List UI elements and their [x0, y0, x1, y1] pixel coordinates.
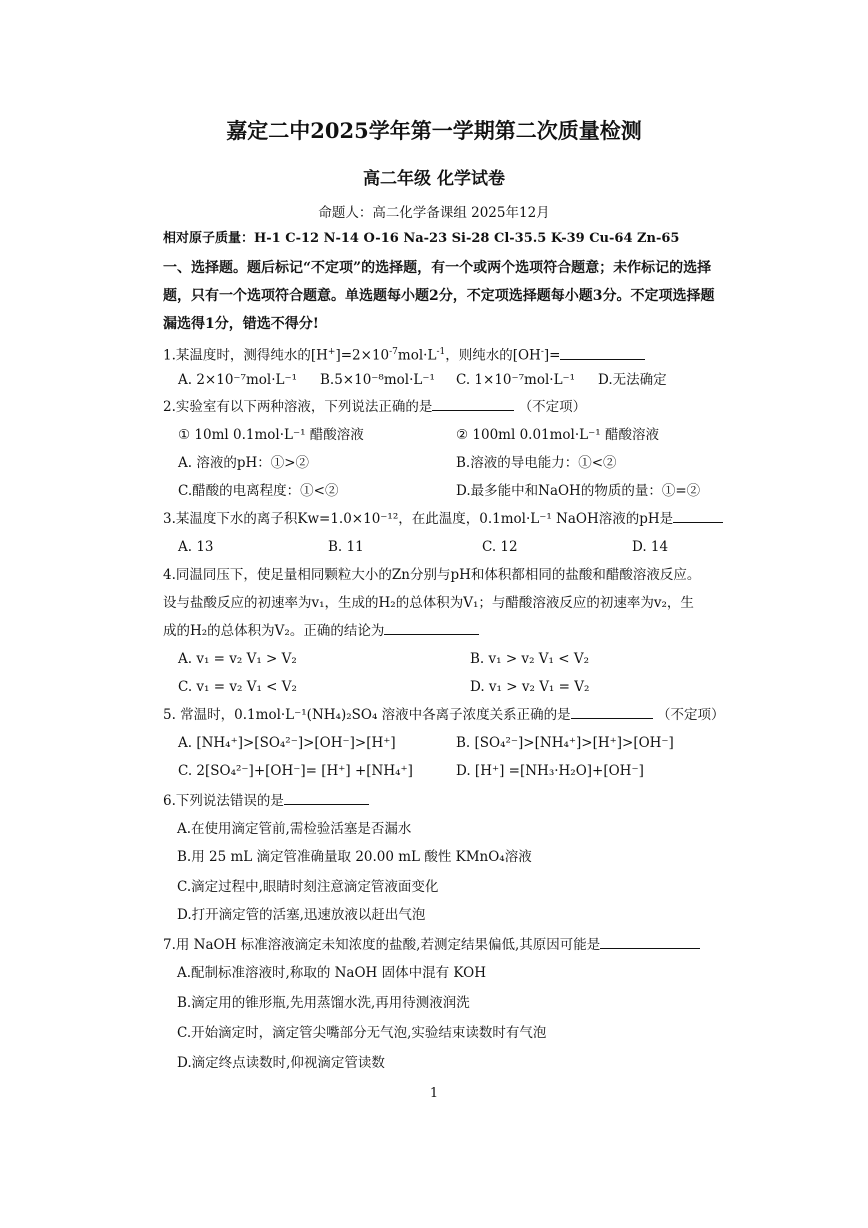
q5-option-d[interactable]: D. [H⁺] =[NH₃·H₂O]+[OH⁻]: [456, 763, 644, 779]
q1-option-c[interactable]: C. 1×10⁻⁷mol·L⁻¹: [456, 372, 576, 388]
author-line: 命题人：高二化学备课组 2025年12月: [318, 205, 550, 221]
q5-answer-blank[interactable]: [571, 706, 653, 719]
q4-option-c[interactable]: C. v₁ = v₂ V₁ < V₂: [178, 679, 297, 695]
q2-option-a[interactable]: A. 溶液的pH：①>②: [178, 455, 310, 471]
q4-answer-blank[interactable]: [384, 622, 479, 635]
q3-option-a[interactable]: A. 13: [178, 539, 214, 555]
page-number: 1: [429, 1086, 439, 1101]
q6-stem: 6.下列说法错误的是: [163, 792, 369, 810]
exam-title: 嘉定二中2025学年第一学期第二次质量检测: [226, 118, 642, 143]
q5-option-a[interactable]: A. [NH₄⁺]>[SO₄²⁻]>[OH⁻]>[H⁺]: [178, 735, 396, 751]
q4-stem-line-3: 成的H₂的总体积为V₂。正确的结论为: [163, 622, 479, 640]
q7-option-b[interactable]: B.滴定用的锥形瓶,先用蒸馏水洗,再用待测液润洗: [177, 995, 470, 1011]
q2-option-b[interactable]: B.溶液的导电能力：①<②: [456, 455, 617, 471]
q2-option-d[interactable]: D.最多能中和NaOH的物质的量：①=②: [456, 483, 701, 499]
q4-stem-line-2: 设与盐酸反应的初速率为v₁，生成的H₂的总体积为V₁；与醋酸溶液反应的初速率为v₂，生: [163, 595, 694, 611]
q7-stem: 7.用 NaOH 标准溶液滴定未知浓度的盐酸,若测定结果偏低,其原因可能是: [163, 936, 700, 954]
q1-option-d[interactable]: D.无法确定: [598, 372, 667, 388]
q2-answer-blank[interactable]: [432, 398, 514, 411]
q1-option-a[interactable]: A. 2×10⁻⁷mol·L⁻¹: [178, 372, 297, 388]
q3-option-c[interactable]: C. 12: [482, 539, 518, 555]
q4-stem-line-1: 4.同温同压下，使足量相同颗粒大小的Zn分别与pH和体积都相同的盐酸和醋酸溶液反应。: [163, 567, 701, 583]
q5-option-b[interactable]: B. [SO₄²⁻]>[NH₄⁺]>[H⁺]>[OH⁻]: [456, 735, 674, 751]
q4-option-d[interactable]: D. v₁ > v₂ V₁ = V₂: [470, 679, 590, 695]
q7-option-a[interactable]: A.配制标准溶液时,称取的 NaOH 固体中混有 KOH: [177, 965, 486, 981]
q1-stem: 1.某温度时，测得纯水的$[H^+]=2\times 10^{-7}mol\cdot L^{-1}$，则纯水的[OH-]=: [163, 343, 645, 365]
q3-answer-blank[interactable]: [673, 510, 723, 523]
q3-option-b[interactable]: B. 11: [328, 539, 364, 555]
atomic-masses: 相对原子质量：H-1 C-12 N-14 O-16 Na-23 Si-28 Cl-35.5 K-39 Cu-64 Zn-65: [163, 231, 680, 246]
q7-option-d[interactable]: D.滴定终点读数时,仰视滴定管读数: [177, 1055, 385, 1071]
q3-option-d[interactable]: D. 14: [632, 539, 669, 555]
q6-answer-blank[interactable]: [284, 792, 369, 805]
q6-option-b[interactable]: B.用 25 mL 滴定管准确量取 20.00 mL 酸性 KMnO₄溶液: [177, 849, 532, 865]
q4-option-b[interactable]: B. v₁ > v₂ V₁ < V₂: [470, 651, 589, 667]
q5-stem: 5. 常温时，0.1mol·L⁻¹(NH₄)₂SO₄ 溶液中各离子浓度关系正确的是 （不定项）: [163, 707, 725, 723]
q7-option-c[interactable]: C.开始滴定时，滴定管尖嘴部分无气泡,实验结束读数时有气泡: [177, 1025, 547, 1041]
exam-subtitle: 高二年级 化学试卷: [363, 169, 505, 189]
q1-option-b[interactable]: B.5×10⁻⁸mol·L⁻¹: [320, 372, 435, 388]
q2-solution-1: ① 10ml 0.1mol·L⁻¹ 醋酸溶液: [178, 427, 364, 443]
section-instruction-line-1: 一、选择题。题后标记“不定项”的选择题，有一个或两个选项符合题意；未作标记的选择: [163, 260, 712, 276]
q6-option-c[interactable]: C.滴定过程中,眼睛时刻注意滴定管液面变化: [177, 879, 439, 895]
q6-option-d[interactable]: D.打开滴定管的活塞,迅速放液以赶出气泡: [177, 907, 426, 923]
section-instruction-line-3: 漏选得1分，错选不得分!: [163, 316, 319, 332]
q2-solution-2: ② 100ml 0.01mol·L⁻¹ 醋酸溶液: [456, 427, 659, 443]
q6-option-a[interactable]: A.在使用滴定管前,需检验活塞是否漏水: [177, 821, 412, 837]
q3-stem: 3.某温度下水的离子积Kw=1.0×10⁻¹²，在此温度，0.1mol·L⁻¹ NaOH溶液的pH是: [163, 510, 723, 528]
q5-option-c[interactable]: C. 2[SO₄²⁻]+[OH⁻]= [H⁺] +[NH₄⁺]: [178, 763, 413, 779]
q1-answer-blank[interactable]: [560, 347, 645, 360]
q4-option-a[interactable]: A. v₁ = v₂ V₁ > V₂: [178, 651, 297, 667]
q2-option-c[interactable]: C.醋酸的电离程度：①<②: [178, 483, 339, 499]
section-instruction-line-2: 题，只有一个选项符合题意。单选题每小题2分，不定项选择题每小题3分。不定项选择题: [163, 288, 715, 304]
q2-stem: 2.实验室有以下两种溶液，下列说法正确的是 （不定项）: [163, 399, 587, 415]
q7-answer-blank[interactable]: [600, 936, 700, 949]
